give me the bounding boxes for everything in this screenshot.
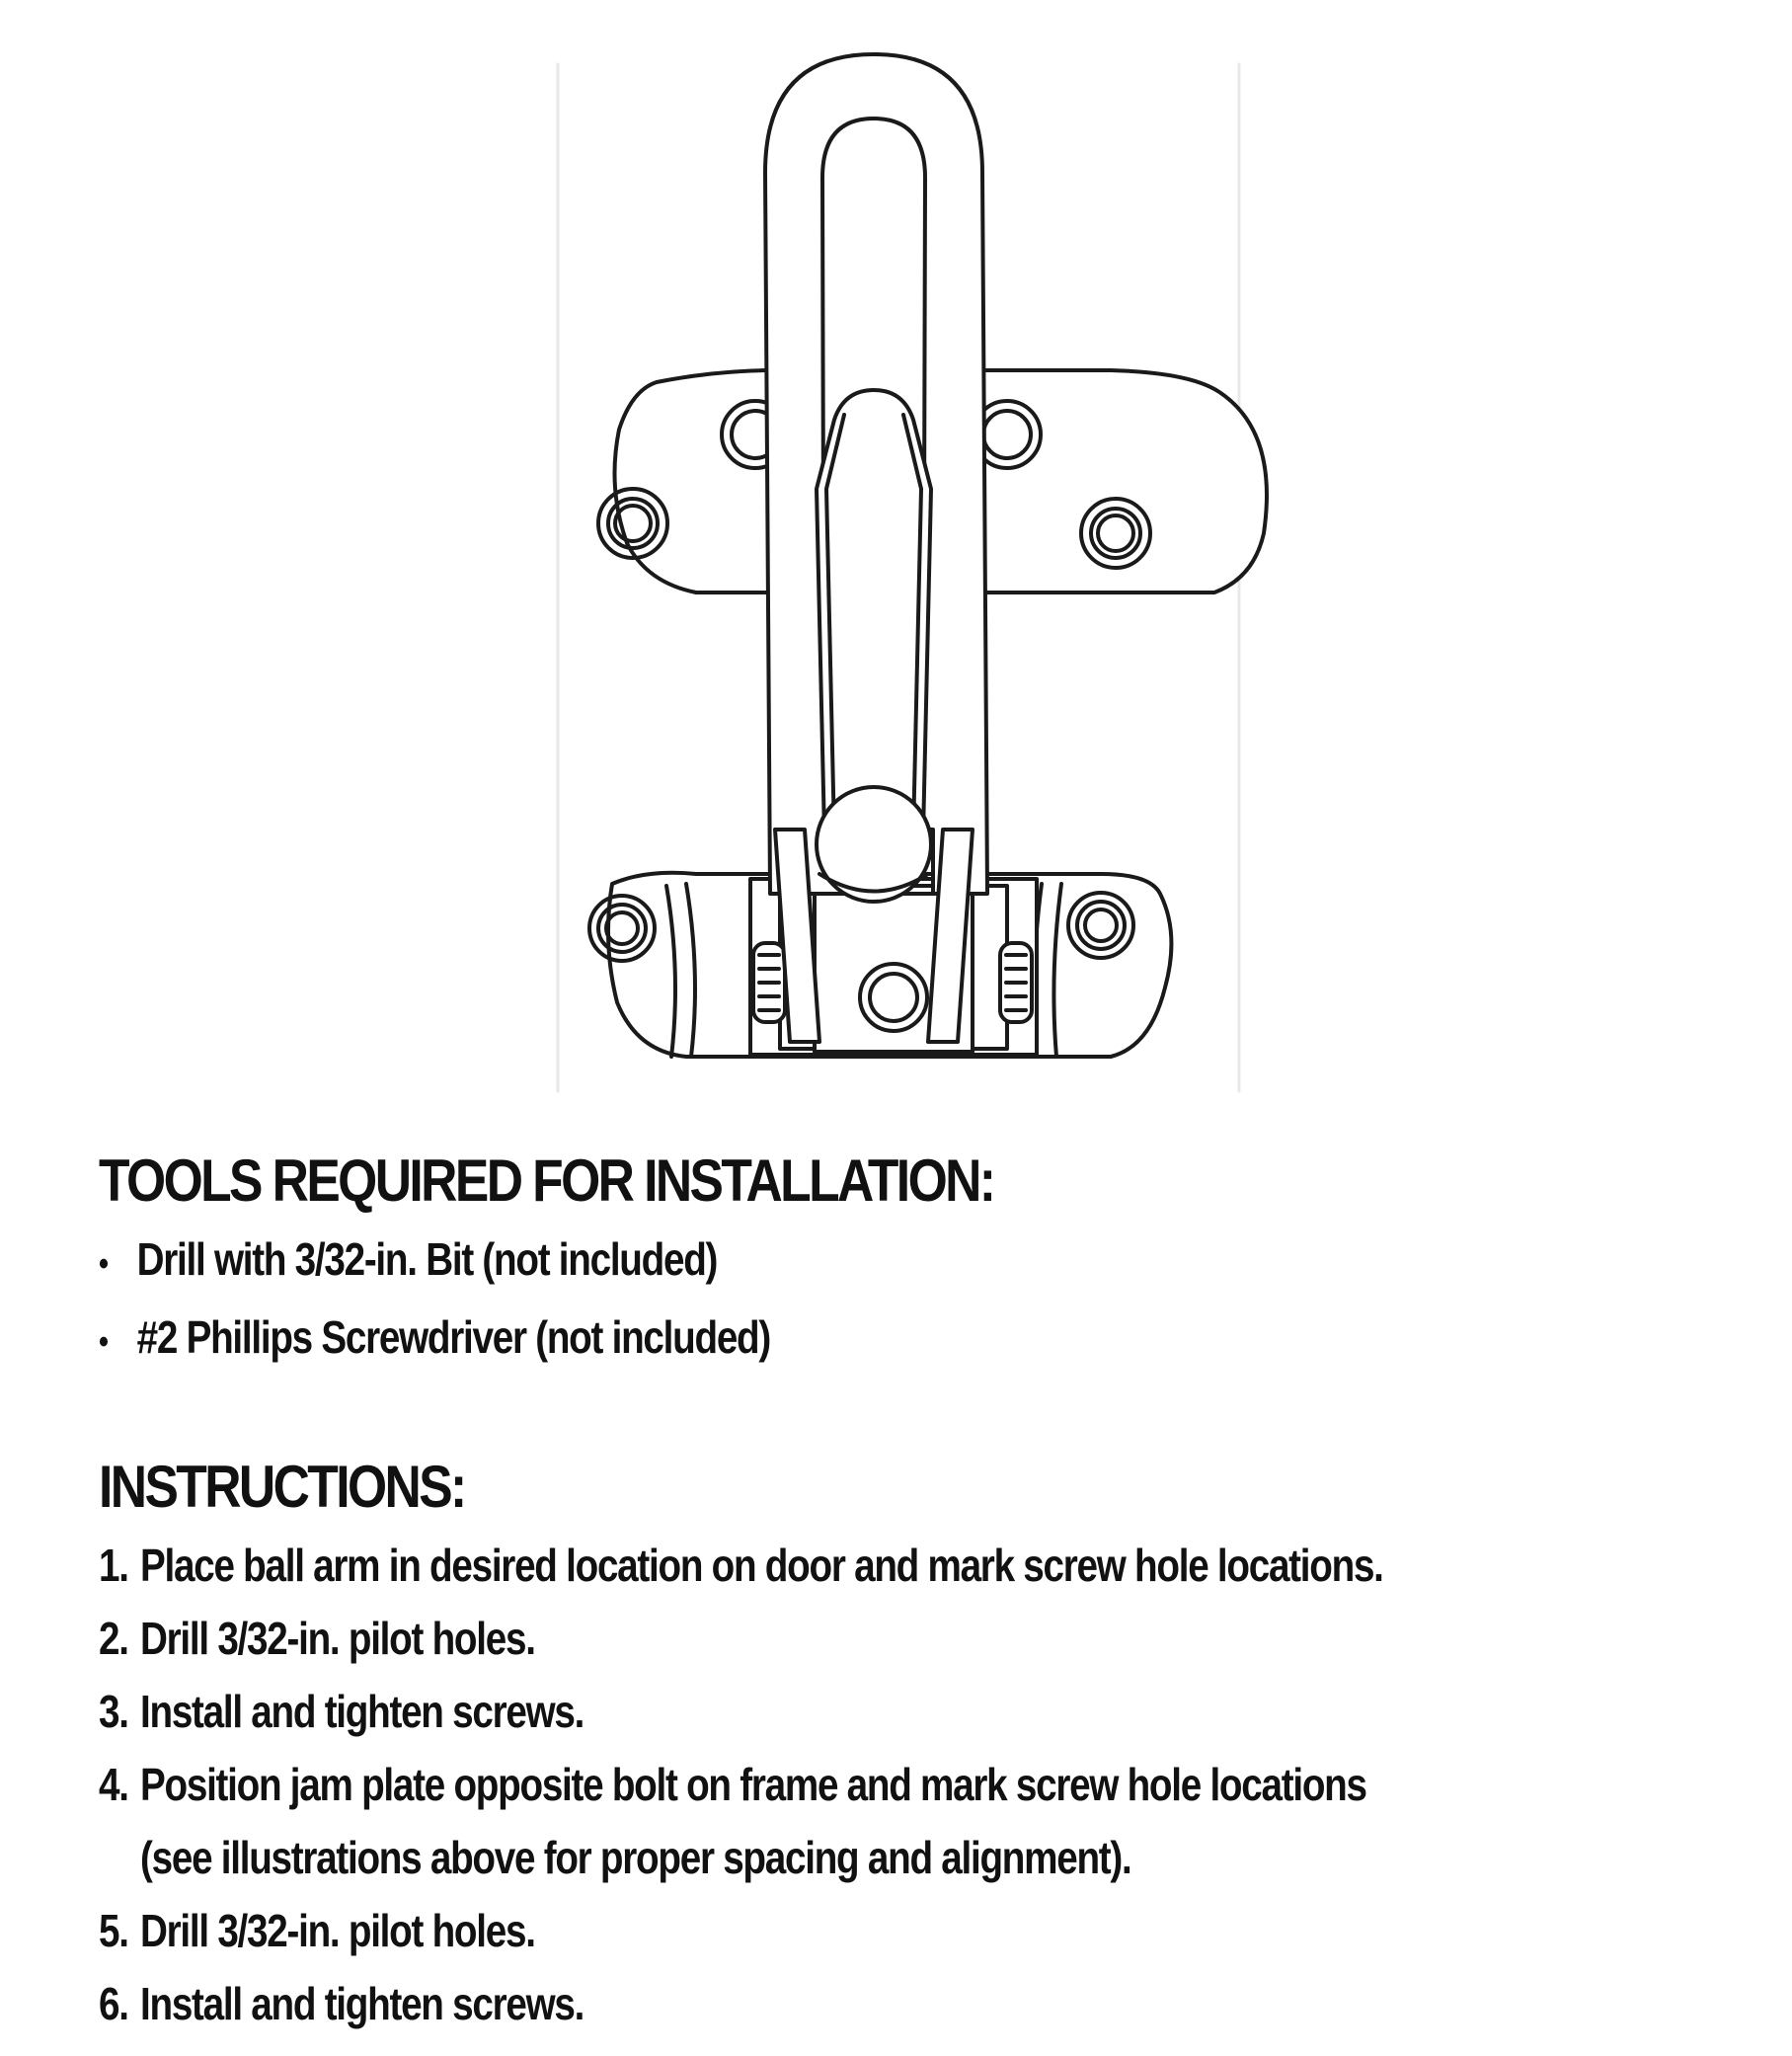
instruction-step [99, 1894, 1492, 1967]
instructions-heading: INSTRUCTIONS: [99, 1454, 465, 1520]
door-guard-illustration [508, 25, 1288, 1121]
step-number: 4. [99, 1759, 128, 1810]
tool-item-text: #2 Phillips Screwdriver (not included) [136, 1311, 771, 1363]
bullet-icon: • [99, 1245, 108, 1283]
tools-list [99, 1223, 1757, 1379]
step-text: Drill 3/32-in. pilot holes. [140, 1613, 535, 1664]
instructions-section [99, 1452, 1757, 2040]
step-text: Install and tighten screws. [140, 1978, 584, 2029]
step-continuation-text: (see illustrations above for proper spacing and alignment). [140, 1832, 1131, 1883]
step-number: 2. [99, 1613, 128, 1664]
tools-list-item [99, 1223, 1492, 1301]
instructions-list [99, 1529, 1757, 2040]
tools-section [99, 1146, 1757, 1379]
instruction-step [99, 1748, 1492, 1821]
ball-knob [817, 787, 931, 902]
bullet-icon: • [99, 1323, 108, 1361]
instruction-step [99, 1675, 1492, 1748]
door-guard-icon [508, 25, 1288, 1121]
instruction-step [99, 1529, 1492, 1602]
step-text: Install and tighten screws. [140, 1686, 584, 1737]
instruction-step [99, 1967, 1492, 2040]
step-text: Place ball arm in desired location on door and mark screw hole locations. [140, 1540, 1383, 1591]
hinge-pin-left [753, 943, 785, 1022]
step-text: Drill 3/32-in. pilot holes. [140, 1905, 535, 1956]
step-number: 1. [99, 1540, 128, 1591]
step-number: 3. [99, 1686, 128, 1737]
step-number: 5. [99, 1905, 128, 1956]
instruction-step-continuation [99, 1821, 1492, 1894]
tool-item-text: Drill with 3/32-in. Bit (not included) [136, 1233, 718, 1285]
tools-list-item [99, 1301, 1492, 1379]
hinge-pin-right [1000, 943, 1032, 1022]
instruction-step [99, 1602, 1492, 1675]
step-text: Position jam plate opposite bolt on frame and mark screw hole locations [140, 1759, 1366, 1810]
tools-heading: TOOLS REQUIRED FOR INSTALLATION: [99, 1147, 994, 1214]
step-number: 6. [99, 1978, 128, 2029]
